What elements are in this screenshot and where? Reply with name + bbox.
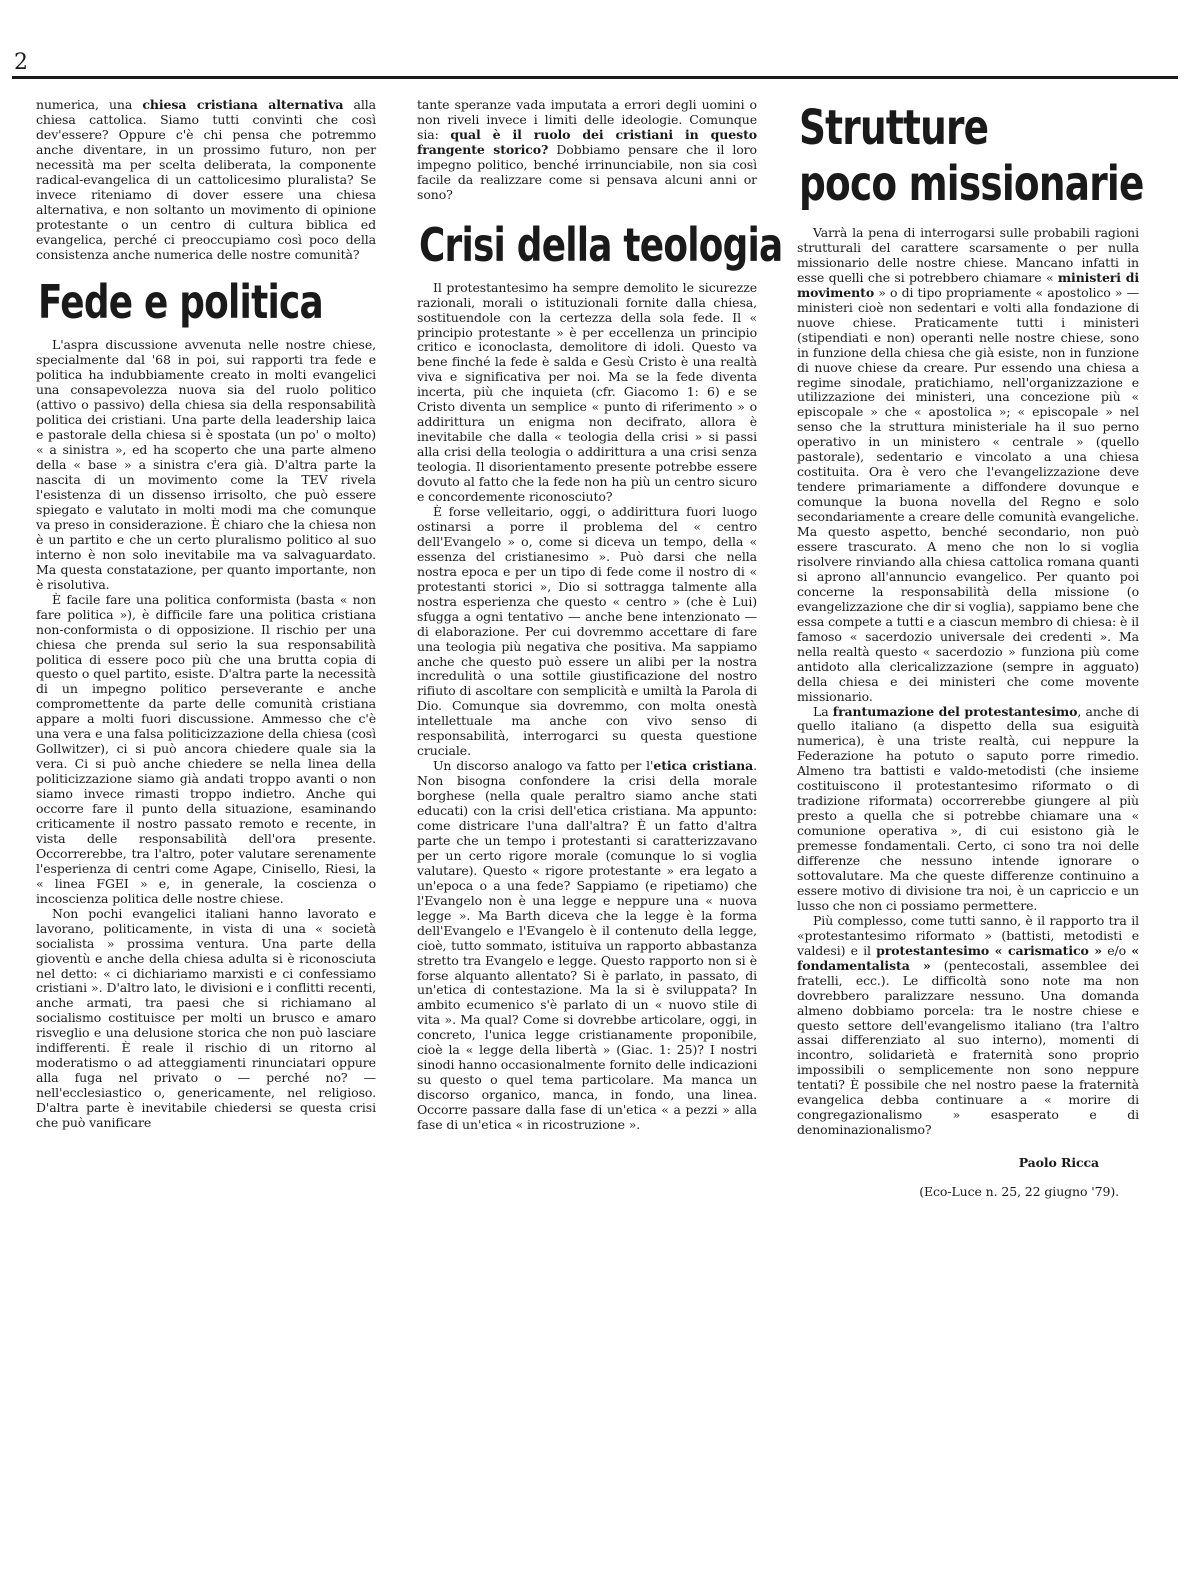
text-run: . Non bisogna confondere la crisi della morale borghese (nella quale peraltro siamo anche stati educati) con la crisi dell'etica cristiana. Ma appunto: come districare l'una dall'altra? È un fatto d'altra parte che un tempo i protestanti si caratterizzavano per un certo rigore morale (comunque lo si voglia valutare). Questo « rigore protestante » era legato a un'epoca o a una fede? Sappiamo (e ripetiamo) che l'Evangelo non è una legge e neppure una « nuova legge ». Ma Barth diceva che la legge è la forma dell'Evangelo e l'Evangelo è il contenuto della legge, cioè, tutto sommato, istituiva un rapporto abbastanza stretto tra Evangelo e legge. Questo rapporto non si è forse alquanto allentato? Si è parlato, in passato, di un'etica di contestazione. Ma la si è sviluppata? In ambito ecumenico s'è parlato di un « nuovo stile di vita ». Ma qual? Come si dovrebbe articolare, oggi, in concreto, l'unica legge cristianamente proponibile, cioè la « legge della libertà » (Giac. 1: 25)? I nostri sinodi hanno occasionalmente fornito delle indicazioni su questo o quel tema particolare. Ma manca un discorso organico, manca, in fondo, una linea. Occorre passare dalla fase di un'etica « a pezzi » alla fase di un'etica « in ricostruzione ». (417, 758, 757, 1133)
text-run: alla chiesa cattolica. Siamo tutti convinti che così dev'essere? Oppure c'è chi pensa che potremmo anche diventare, in un prossimo futuro, non per necessità ma per scelta deliberata, la componente radical-evangelica di un cattolicesimo pluralista? Se invece riteniamo di dover essere una chiesa alternativa, e non soltanto un movimento di opinione protestante o un centro di cultura biblica ed evangelica, perché ci preoccupiamo così poco della consistenza anche numerica delle nostre comunità? (36, 97, 377, 262)
text-run: Più complesso, come tutti sanno, è il rapporto tra il «protestantesimo riformato » (battisti, metodisti e valdesi) e il (797, 912, 1139, 958)
paragraph-crisi-2: È forse velleitario, oggi, o addirittura fuori luogo ostinarsi a porre il problema del « centro dell'Evangelo » o, come si diceva un tempo, della « essenza del cristianesimo ». Può darsi che nella nostra epoca e per un tipo di fede come il nostro di « protestanti storici », Dio si sottragga talmente alla nostra esperienza che questo « centro » (che è Lui) sfugga a ogni tentativo — anche bene intenzionato — di elaborazione. Per cui dovremmo accettare di fare una teologia più negativa che positiva. Ma sappiamo anche che questo può essere un alibi per la nostra incredulità o una sottile giustificazione del nostro rifiuto di ascoltare con semplicità e umiltà la Parola di Dio. Comunque sia dovremmo, con molta onestà intellettuale ma anche con vivo senso di responsabilità, interrogarci su questa questione cruciale. (417, 503, 757, 759)
column-middle (417, 97, 783, 1133)
paragraph-crisi-3 (417, 759, 757, 1133)
heading-fede-e-politica: Fede e politica (38, 275, 323, 330)
paragraph-crisi-1: Il protestantesimo ha sempre demolito le sicurezze razionali, morali o istituzionali fornite dalla chiesa, sostituendole con la certezza della sola fede. Il « principio protestante » è per eccellenza un principio critico e iconoclasta, demolitore di idoli. Questo va bene finché la fede è salda e Gesù Cristo è una realtà viva e significativa per noi. Ma se la fede diventa incerta, più che inquieta (cfr. Giacomo 1: 6) e se Cristo diventa un semplice « punto di riferimento » o addirittura un enigma non decifrato, allora è inevitabile che dalla « teologia della crisi » si passi alla crisi della teologia o addirittura a una crisi senza teologia. Il disorientamento presente potrebbe essere dovuto al fatto che la fede non ha più un centro sicuro e concordemente riconosciuto? (417, 279, 757, 505)
heading-crisi-della-teologia: Crisi della teologia (419, 217, 783, 272)
paragraph-fede-2: È facile fare una politica conformista (basta « non fare politica »), è difficile fare una politica cristiana non-conformista o di opposizione. Il rischio per una chiesa che prenda sul serio la sua responsabilità politica di essere poco più che una brutta copia di questo o quel partito, esiste. D'altra parte la necessità di un impegno politico perseverante e anche compromettente da parte delle comunità cristiana appare a molti fuori discussione. Ammesso che c'è una vera e una falsa politicizzazione della chiesa (così Gollwitzer), ci si può ancora chiedere quale sia la vera. Ci si può anche chiedere se nella linea della politicizzazione siamo già andati troppo avanti o non siamo invece rimasti troppo indietro. Anche qui occorre fare il punto della situazione, esaminando criticamente il nostro passato remoto e recente, in vista delle responsabilità dell'ora presente. Occorrerebbe, tra l'altro, poter valutare serenamente l'esperienza di centri come Agape, Cinisello, Riesi, la « linea FGEI » e, in generale, la coscienza o incoscienza politica delle nostre chiese. (36, 591, 376, 906)
column-left (36, 98, 376, 1131)
bold-phrase: protestantesimo « carismatico » (876, 942, 1103, 958)
text-run: numerica, una (36, 97, 143, 112)
heading-strutture-poco-missionarie (799, 100, 1144, 212)
bold-phrase: ministeri di movimento (797, 269, 1139, 300)
text-run: Dobbiamo pensare che il loro impegno politico, benché irrinunciabile, non sia così facile da realizzare come si pensava alcuni anni or sono? (417, 141, 757, 202)
paragraph-continuation (417, 98, 757, 203)
text-run: Varrà la pena di interrogarsi sulle probabili ragioni strutturali del carattere scarsamente o per nulla missionario delle nostre chiese. Mancano infatti in esse quelli che si potrebbero chiamare « (797, 225, 1139, 285)
paragraph-intro (36, 98, 376, 262)
paragraph-strutture-2 (797, 705, 1139, 914)
text-run: e/o (1102, 942, 1132, 958)
author-signature: Paolo Ricca (1018, 1155, 1099, 1171)
paragraph-strutture-1 (797, 226, 1139, 705)
text-run: , anche di quello italiano (a dispetto della sua esiguità numerica), è una triste realtà, cui neppure la Federazione ha potuto o saputo porre rimedio. Almeno tra battisti e valdo-metodisti (che insieme costituiscono il protestantesimo riformato o di tradizione riformata) occorrerebbe giungere al più presto a quella che si potrebbe chiamare una « comunione operativa », di cui esistono già le premesse fondamentali. Certo, ci sono tra noi delle differenze che nessuno intende ignorare o sottovalutare. Ma che queste differenze continuino a essere motivo di divisione tra noi, è un capriccio e un lusso che non ci possiamo permettere. (797, 703, 1140, 913)
paragraph-strutture-3 (797, 914, 1139, 1138)
column-right (797, 98, 1144, 1200)
text-run: » o di tipo propriamente « apostolico » — ministeri cioè non sedentari e volti alla fondazione di nuove chiese. Praticamente tutti i ministeri (stipendiati e non) operanti nelle nostre chiese, sono in funzione della chiesa che già esiste, non in funzione di nuove chiese da creare. Pur essendo una chiesa a regime sinodale, pratichiamo, nell'organizzazione e utilizzazione dei ministeri, una concezione più « episcopale » che « apostolica »; « episcopale » nel senso che la struttura ministeriale ha il suo perno operativo in un ministero « centrale » (quello pastorale), sedentario e vincolato a una chiesa costituita. Ora è vero che l'evangelizzazione deve tendere primariamente a diffondere dovunque e comunque la buona novella del Regno e solo secondariamente a creare delle comunità evangeliche. Ma questo aspetto, benché secondario, non può essere trascurato. A meno che non lo si voglia risolvere rinviando alla chiesa cattolica romana quanti si aprono all'annuncio evangelico. Per quanto poi concerne la responsabilità della missione (o evangelizzazione che dir si voglia), sappiamo bene che essa compete a tutti e a ciascun membro di chiesa: è il famoso « sacerdozio universale dei credenti ». Ma nella realtà questo « sacerdozio » funziona più come antidoto alla clericalizzazione (sempre in agguato) della chiesa e dei ministeri che come movente missionario. (797, 284, 1139, 704)
bold-phrase: qual è il ruolo dei cristiani in questo frangente storico? (417, 126, 757, 157)
paragraph-fede-1: L'aspra discussione avvenuta nelle nostre chiese, specialmente dal '68 in poi, sui rapporti tra fede e politica ha indubbiamente creato in molti evangelici una consapevolezza nuova sia del ruolo politico (attivo o passivo) della chiesa sia della responsabilità politica dei cristiani. Una parte della leadership laica e pastorale della chiesa si è spostata (un po' o molto) « a sinistra », ed ha scoperto che una parte almeno della « base » a sinistra c'era già. D'altra parte la nascita di un movimento come la TEV rivela l'esistenza di un dissenso irrisolto, che può essere spiegato e valutato in molti modi ma che comunque va preso in considerazione. È chiaro che la chiesa non è un partito e che un certo pluralismo politico al suo interno è non solo inevitabile ma va salvaguardato. Ma questa constatazione, per quanto importante, non è risolutiva. (36, 337, 376, 592)
text-run: La (813, 703, 833, 719)
page-number: 2 (14, 50, 28, 75)
heading-line-1: Strutture (799, 100, 989, 156)
text-run: (pentecostali, assemblee dei fratelli, ecc.). Le difficoltà sono note ma non dovrebbero paralizzare nessuno. Una domanda almeno dobbiamo porcela: tra le nostre chiese e questo settore dell'evangelismo italiano (tra l'altro assai differenziato al suo interno), momenti di incontro, solidarietà e fraternità sono proprio impossibili o semplicemente non sono neppure tentati? È possibile che nel nostro paese la fraternità evangelica debba continuare a « morire di congregazionalismo » esasperato e di denominazionalismo? (797, 957, 1139, 1138)
bold-phrase: chiesa cristiana alternativa (142, 97, 344, 112)
source-citation: (Eco-Luce n. 25, 22 giugno '79). (919, 1184, 1119, 1200)
bold-phrase: etica cristiana (653, 758, 754, 774)
text-run: tante speranze vada imputata a errori degli uomini o non riveli invece i limiti delle ideologie. Comunque sia: (417, 97, 757, 142)
text-run: Un discorso analogo va fatto per l' (433, 758, 654, 774)
top-rule (12, 76, 1178, 79)
heading-line-2: poco missionarie (799, 156, 1144, 212)
bold-phrase: « fondamentalista » (797, 942, 1139, 973)
bold-phrase: frantumazione del protestantesimo (832, 703, 1078, 719)
paragraph-fede-3: Non pochi evangelici italiani hanno lavorato e lavorano, politicamente, in vista di una « società socialista » prossima ventura. Una parte della gioventù e anche della chiesa adulta si è riconosciuta nel detto: « ci dichiariamo marxisti e ci confessiamo cristiani ». D'altro lato, le divisioni e i conflitti recenti, anche armati, tra paesi che si richiamano al socialismo costituisce per molti un brusco e amaro risveglio e una delusione storica che non può lasciare indifferenti. È reale il rischio di un ritorno al moderatismo o ad atteggiamenti rinunciatari oppure alla fuga nel privato o — perché no? — nell'ecclesiastico o, genericamente, nel religioso. D'altra parte è inevitabile chiedersi se questa crisi che può vanificare (36, 905, 376, 1131)
